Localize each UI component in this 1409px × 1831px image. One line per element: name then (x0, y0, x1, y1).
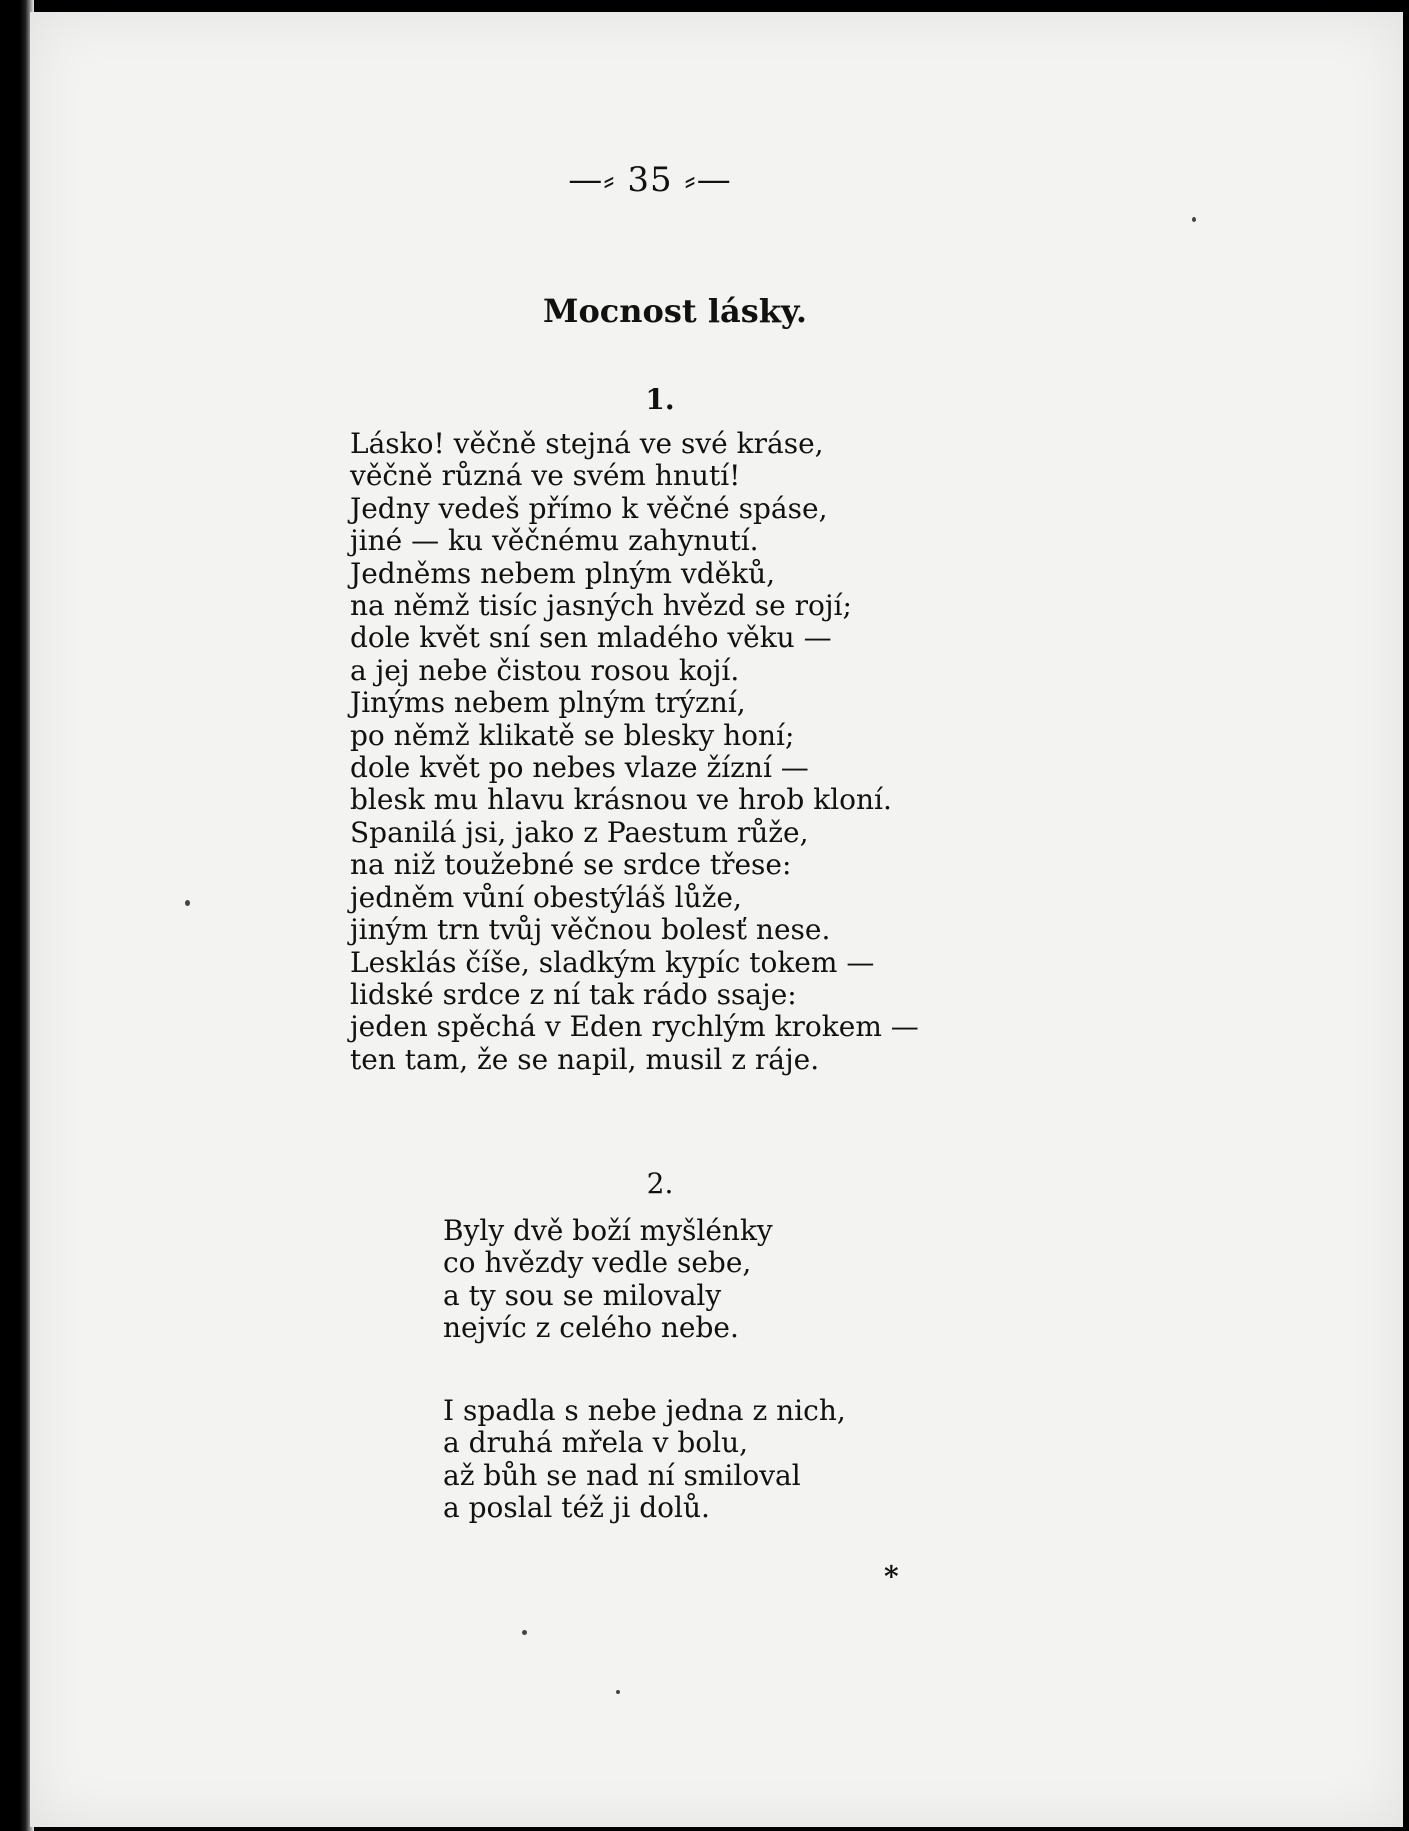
verse-line: na němž tisíc jasných hvězd se rojí; (350, 589, 852, 623)
verse-line: Jedněms nebem plným vděků, (350, 556, 776, 590)
section-1-stanza-1 (350, 428, 919, 1076)
verse-line: a druhá mřela v bolu, (443, 1426, 749, 1460)
verse-line: ten tam, že se napil, musil z ráje. (350, 1042, 820, 1076)
verse-line: Byly dvě boží myšlénky (443, 1214, 773, 1247)
scan-speck (1192, 217, 1196, 222)
end-mark: * (884, 1560, 899, 1593)
verse-line: dole květ po nebes vlaze žízní — (350, 751, 809, 785)
verse-line: jedněm vůní obestýláš lůže, (350, 880, 742, 914)
section-1-number: 1. (645, 383, 675, 416)
section-2-stanza-1 (443, 1215, 773, 1345)
verse-line: jeden spěchá v Eden rychlým krokem — (350, 1010, 919, 1044)
verse-line: až bůh se nad ní smiloval (443, 1458, 801, 1492)
page-number: —⸗ 35 ⸗— (568, 160, 732, 200)
verse-line: po němž klikatě se blesky honí; (350, 718, 795, 752)
scan-speck (616, 1690, 620, 1694)
verse-line: a ty sou se milovaly (443, 1278, 722, 1312)
verse-line: Jinýms nebem plným trýzní, (350, 686, 746, 720)
verse-line: a jej nebe čistou rosou kojí. (350, 653, 740, 687)
verse-line: Jedny vedeš přímo k věčné spáse, (350, 491, 828, 525)
verse-line: Lesklás číše, sladkým kypíc tokem — (350, 945, 875, 979)
verse-line: nejvíc z celého nebe. (443, 1311, 739, 1345)
verse-line: I spadla s nebe jedna z nich, (443, 1394, 846, 1427)
verse-line: blesk mu hlavu krásnou ve hrob kloní. (350, 783, 892, 817)
section-2-stanza-2 (443, 1395, 846, 1525)
verse-line: Spanilá jsi, jako z Paestum růže, (350, 815, 809, 849)
verse-line: lidské srdce z ní tak rádo ssaje: (350, 977, 797, 1011)
scan-speck (522, 1630, 527, 1635)
poem-title: Mocnost lásky. (543, 292, 807, 330)
scan-speck (185, 900, 190, 906)
verse-line: dole květ sní sen mladého věku — (350, 621, 832, 655)
verse-line: jiným trn tvůj věčnou bolesť nese. (350, 913, 831, 947)
verse-line: na niž toužebné se srdce třese: (350, 848, 792, 882)
verse-line: věčně různá ve svém hnutí! (350, 459, 741, 493)
section-2-number: 2. (646, 1167, 674, 1200)
verse-line: a poslal též ji dolů. (443, 1491, 710, 1525)
verse-line: jiné — ku věčnému zahynutí. (350, 524, 759, 558)
verse-line: co hvězdy vedle sebe, (443, 1246, 752, 1280)
verse-line: Lásko! věčně stejná ve své kráse, (350, 427, 824, 460)
